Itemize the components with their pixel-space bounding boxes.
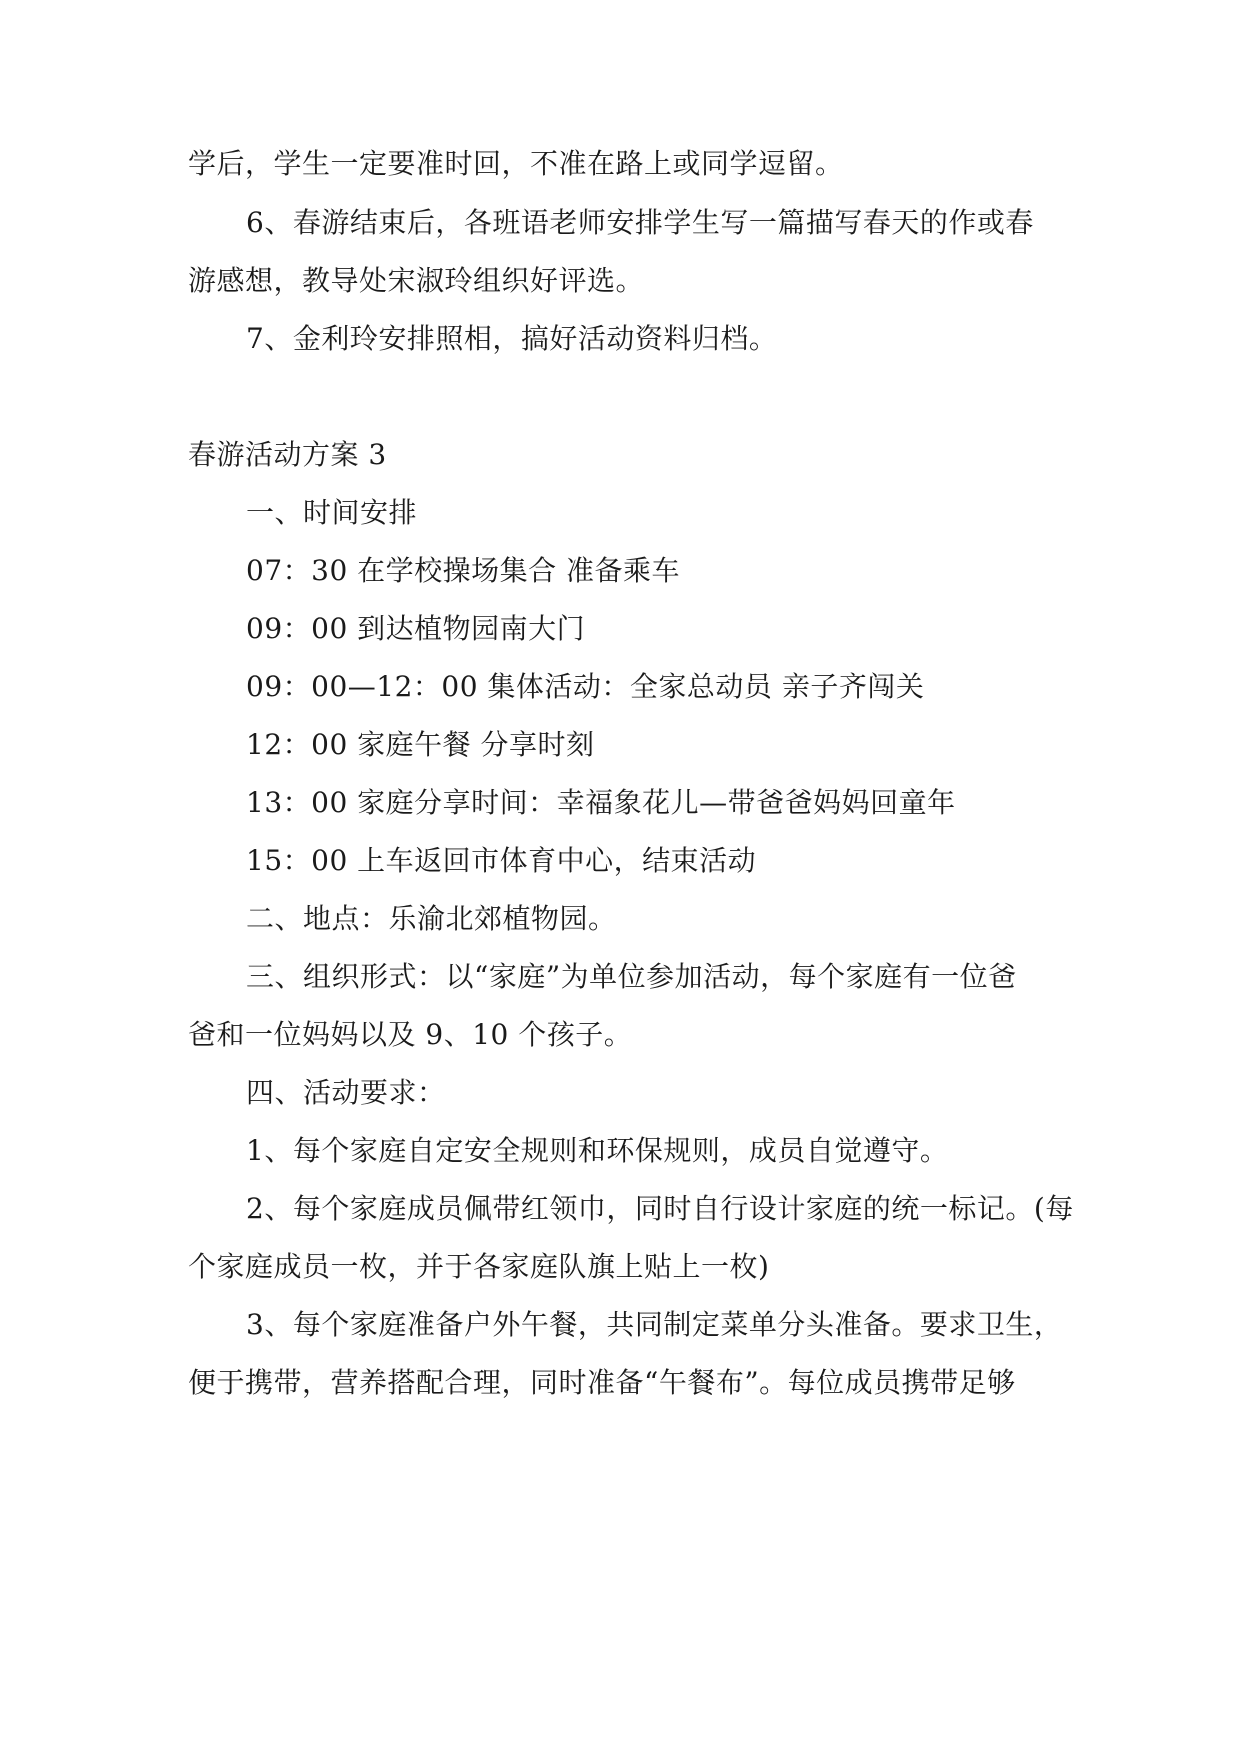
paragraph-line: 便于携带，营养搭配合理，同时准备“午餐布”。每位成员携带足够 — [188, 1366, 1016, 1399]
paragraph-line: 三、组织形式：以“家庭”为单位参加活动，每个家庭有一位爸 — [246, 960, 1017, 993]
schedule-item: 09：00 到达植物园南大门 — [246, 612, 586, 645]
paragraph-line: 7、金利玲安排照相，搞好活动资料归档。 — [246, 322, 778, 355]
schedule-item: 13：00 家庭分享时间：幸福象花儿—带爸爸妈妈回童年 — [246, 786, 956, 819]
schedule-item: 07：30 在学校操场集合 准备乘车 — [246, 554, 681, 587]
heading-requirements: 四、活动要求： — [246, 1076, 446, 1109]
schedule-item: 12：00 家庭午餐 分享时刻 — [246, 728, 595, 761]
heading-time-schedule: 一、时间安排 — [246, 496, 418, 529]
paragraph-line: 爸和一位妈妈以及 9、10 个孩子。 — [188, 1018, 633, 1051]
paragraph-line: 6、春游结束后，各班语老师安排学生写一篇描写春天的作或春 — [246, 206, 1034, 239]
requirement-item: 3、每个家庭准备户外午餐，共同制定菜单分头准备。要求卫生， — [246, 1308, 1063, 1341]
section-title: 春游活动方案 3 — [188, 438, 387, 471]
schedule-item: 15：00 上车返回市体育中心，结束活动 — [246, 844, 757, 877]
paragraph-line: 学后，学生一定要准时回，不准在路上或同学逗留。 — [188, 147, 844, 180]
paragraph-line: 游感想，教导处宋淑玲组织好评选。 — [188, 264, 645, 297]
schedule-item: 09：00—12：00 集体活动：全家总动员 亲子齐闯关 — [246, 670, 925, 703]
heading-location: 二、地点：乐渝北郊植物园。 — [246, 902, 617, 935]
paragraph-line: 个家庭成员一枚，并于各家庭队旗上贴上一枚) — [188, 1250, 770, 1283]
requirement-item: 2、每个家庭成员佩带红领巾，同时自行设计家庭的统一标记。(每 — [246, 1192, 1074, 1225]
requirement-item: 1、每个家庭自定安全规则和环保规则，成员自觉遵守。 — [246, 1134, 949, 1167]
